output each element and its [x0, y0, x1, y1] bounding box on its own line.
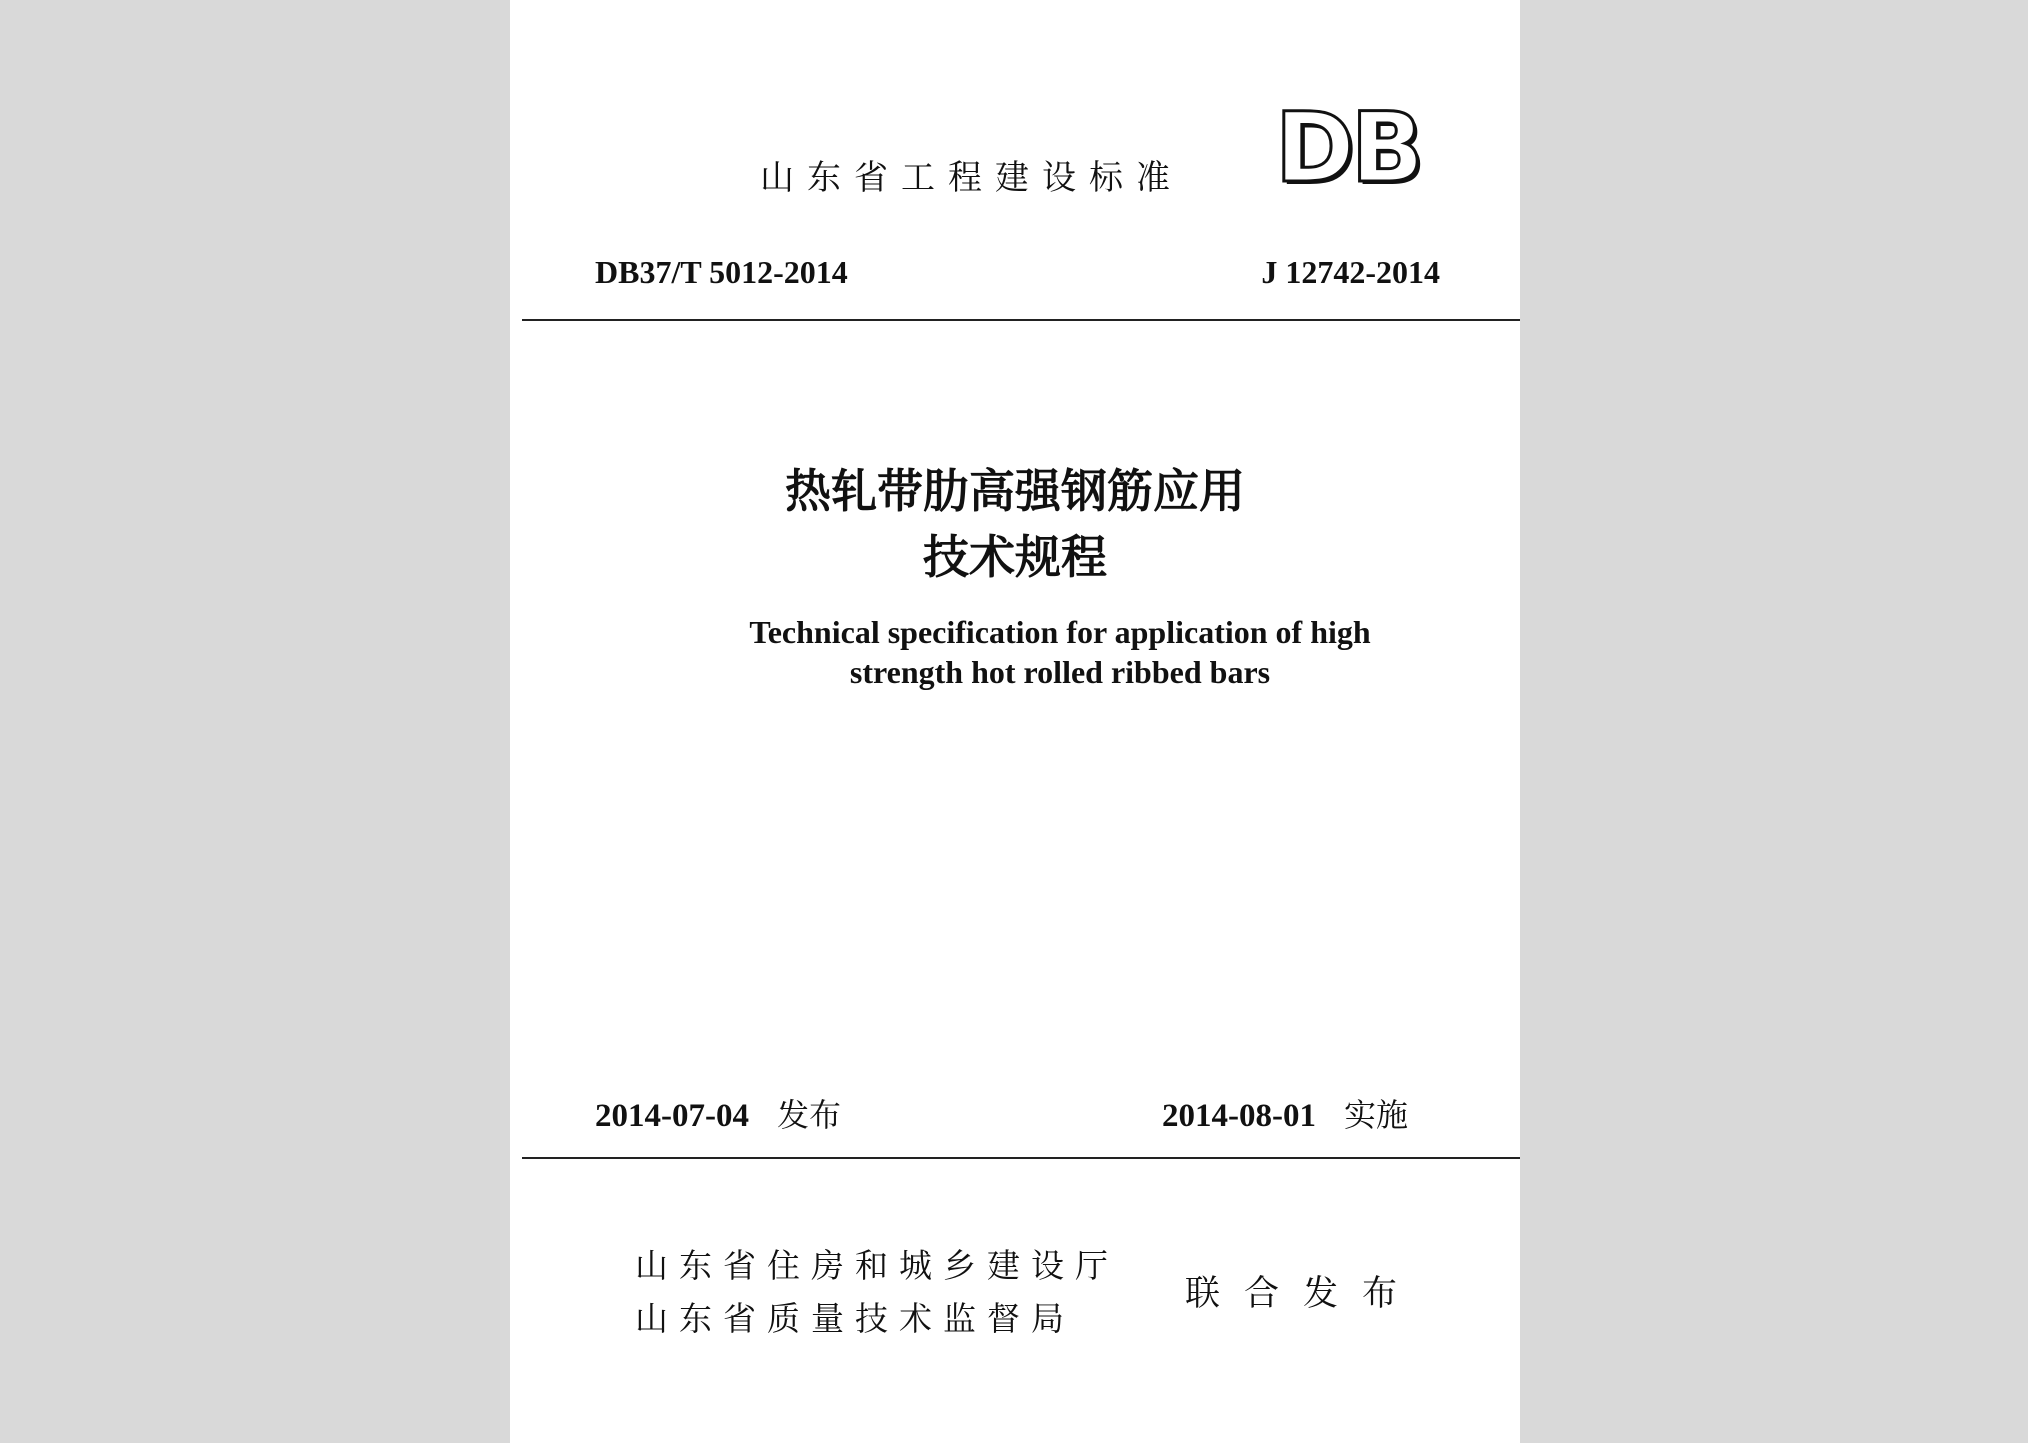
top-divider	[522, 319, 1520, 321]
title-en-line2: strength hot rolled ribbed bars	[849, 654, 1271, 690]
issuer-2: 山东省质量技术监督局	[635, 1299, 1075, 1338]
effective-date: 2014-08-01	[1162, 1098, 1316, 1134]
db-logo: DB	[1275, 92, 1420, 204]
effective-label: 实施	[1343, 1096, 1408, 1134]
issue-date-block	[595, 1090, 841, 1136]
effective-date-block	[1162, 1090, 1408, 1136]
joint-issue-label: 联合发布	[1185, 1274, 1422, 1314]
record-number: J 12742-2014	[1261, 254, 1440, 290]
title-cn-line1: 热轧带肋高强钢筋应用	[785, 464, 1245, 518]
standard-code: DB37/T 5012-2014	[595, 254, 848, 290]
bottom-divider	[522, 1157, 1520, 1159]
issue-date: 2014-07-04	[595, 1098, 749, 1134]
issue-label: 发布	[776, 1096, 841, 1134]
title-en-line1: Technical specification for application of high	[749, 614, 1371, 650]
standard-category: 山东省工程建设标准	[760, 158, 1183, 198]
title-cn-line2: 技术规程	[923, 530, 1107, 584]
issuer-1: 山东省住房和城乡建设厅	[635, 1246, 1119, 1285]
document-cover	[510, 0, 1520, 1443]
